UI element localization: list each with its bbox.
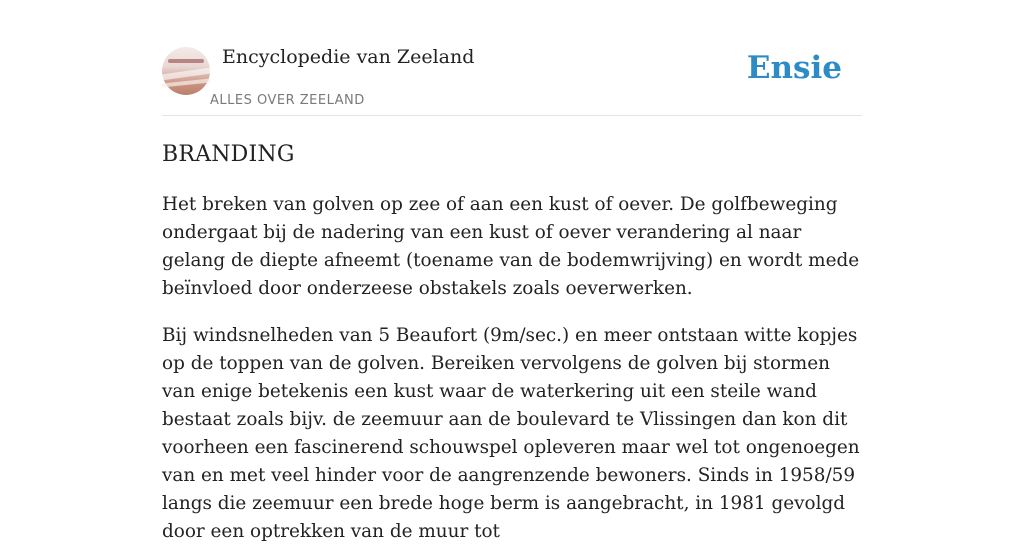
site-header: [162, 40, 862, 116]
article-paragraph: Het breken van golven op zee of aan een kust of oever. De golfbeweging ondergaat bij de nadering van een kust of oever verandering al naar gelang de diepte afneemt (toename van de bodemwrijving) en wordt mede beïnvloed door onderzeese obstakels zoals oeverwerken.: [162, 194, 860, 299]
ensie-brand-logo[interactable]: Ensie: [746, 50, 842, 86]
avatar-detail: [168, 59, 204, 63]
article-title: BRANDING: [162, 142, 295, 167]
site-logo-avatar[interactable]: [162, 47, 210, 95]
site-title-link[interactable]: Encyclopedie van Zeeland: [222, 46, 475, 68]
avatar-detail: [162, 78, 210, 87]
article: [162, 140, 862, 546]
site-subtitle: ALLES OVER ZEELAND: [210, 93, 365, 108]
article-paragraph: Bij windsnelheden van 5 Beaufort (9m/sec.) en meer ontstaan witte kopjes op de toppen van de golven. Bereiken vervolgens de golven bij stormen van enige betekenis een kust waar de waterkering uit een steile wand bestaat zoals bijv. de zeemuur aan de boulevard te Vlissingen dan kon dit voorheen een fascinerend schouwspel opleveren maar wel tot ongenoegen van en met veel hinder voor de aangrenzende bewoners. Sinds in 1958/59 langs die zeemuur een brede hoge berm is aangebracht, in 1981 gevolgd door een optrekken van de muur tot: [162, 325, 860, 542]
